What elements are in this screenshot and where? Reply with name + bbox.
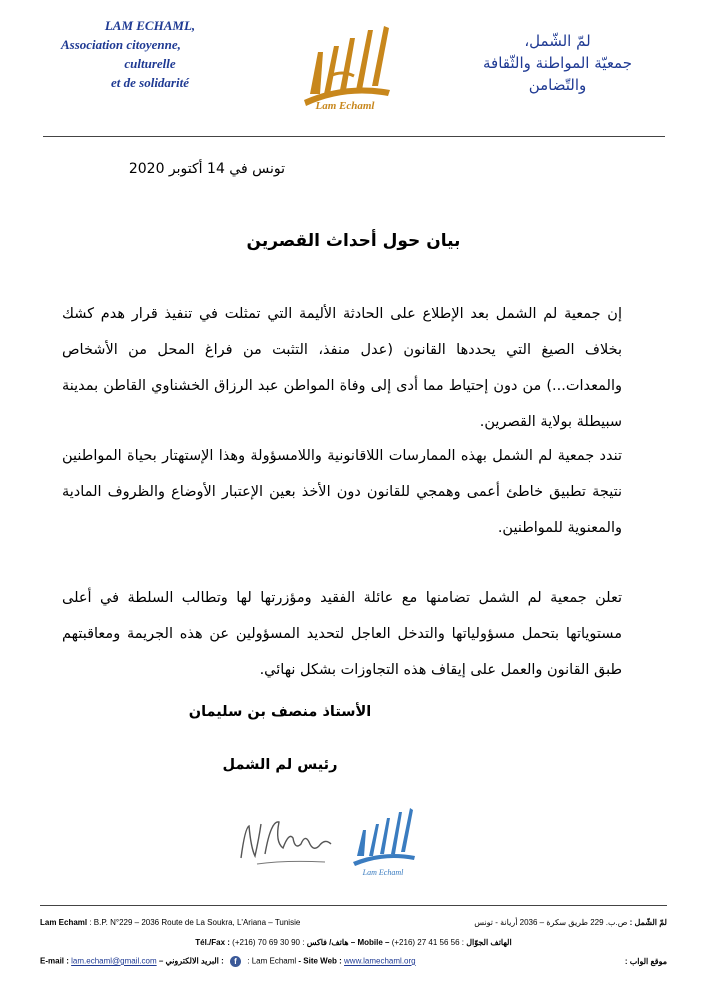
tel-label-ar: هاتف/ فاكس [306, 938, 349, 947]
fr-line: et de solidarité [111, 75, 189, 90]
web-label: - Site Web : [298, 956, 345, 966]
mobile-label-ar: الهاتف الجوّال [466, 938, 512, 947]
website-link[interactable]: www.lamechaml.org [344, 956, 416, 966]
signatory-name: الأستاذ منصف بن سليمان [188, 704, 372, 720]
ar-line: جمعيّة المواطنة والثّقافة [483, 54, 632, 72]
fr-line: LAM ECHAML, [104, 18, 196, 33]
paragraph-1: إن جمعية لم الشمل بعد الإطلاع على الحادثة الأليمة التي تمثلت في تنفيذ قرار هدم كشك بخلاف الصيغ التي يحددها القانون (عدل منفذ، التثبت من فراغ المحل من الأشخاص والمعدات...) من دون إحتياط مما أدى إلى وفاة المواطن عبد الرزاق الخشناوي القاطن بمدينة سبيطلة بولاية القصرين. [62, 306, 622, 430]
mobile-value: (+216) 27 41 56 56 : [391, 938, 467, 947]
logo-stamp-icon [345, 804, 420, 876]
header-divider [43, 136, 665, 137]
paragraph-3: تعلن جمعية لم الشمل تضامنها مع عائلة الفقيد ومؤزرتها لها وتطالب السلطة في أعلى مستوياتها بتحمل مسؤولياتها والتدخل العاجل لتحديد المسؤولين عن هذه الجريمة ومعاقبتهم طبق القانون والعمل على إيقاف هذه التجاوزات بشكل نهائي. [62, 590, 622, 678]
footer-address [40, 918, 667, 927]
mobile-label: – Mobile – [348, 938, 392, 947]
fr-line: Association citoyenne, [61, 37, 181, 52]
facebook-icon[interactable]: f [230, 956, 241, 967]
logo-caption: Lam Echaml [315, 100, 375, 112]
ar-line: لمّ الشّمل، [524, 32, 591, 50]
email-label-ar: : البريد الالكتروني – [158, 956, 224, 966]
email-link[interactable]: lam.echaml@gmail.com [71, 956, 157, 966]
tel-value: (+216) 70 69 30 90 : [229, 938, 307, 947]
footer-contacts [40, 956, 667, 967]
contacts-left [40, 956, 416, 967]
signature-icon [235, 808, 345, 870]
arabic-org-name [440, 30, 675, 96]
address-ar [474, 918, 667, 927]
email-label: E-mail : [40, 956, 69, 966]
signatory-role: رئيس لم الشمل [222, 757, 338, 773]
facebook-handle: : Lam Echaml [247, 956, 297, 966]
french-org-name [55, 16, 245, 92]
fr-line: culturelle [124, 56, 176, 71]
address-ar-text: ص.ب. 229 طريق سكرة – 2036 أريانة - تونس [474, 918, 630, 927]
paragraph-2: تندد جمعية لم الشمل بهذه الممارسات اللاقانونية واللامسؤولة وهذا الإستهتار بحياة المواطنين نتيجة تطبيق خاطئ أعمى وهمجي للقانون دون الأخذ بعين الإعتبار الأوضاع والظروف المادية والمعنوية للمواطنين. [62, 448, 622, 536]
org-label-ar: لمّ الشّمل : [629, 918, 667, 927]
ar-line: والتّضامن [528, 76, 587, 94]
tel-label: Tél./Fax : [195, 938, 230, 947]
org-label: Lam Echaml [40, 918, 88, 927]
footer-divider [40, 905, 667, 906]
letter-date: تونس في 14 أكتوبر 2020 [128, 161, 285, 177]
address-fr-text: : B.P. N°229 – 2036 Route de La Soukra, L'Ariana – Tunisie [87, 918, 301, 927]
address-fr [40, 918, 300, 927]
letter-title: بيان حول أحداث القصرين [246, 231, 461, 251]
footer-phones [40, 938, 667, 947]
stamp-caption: Lam Echaml [362, 868, 404, 877]
web-label-ar: موقع الواب : [624, 957, 667, 966]
